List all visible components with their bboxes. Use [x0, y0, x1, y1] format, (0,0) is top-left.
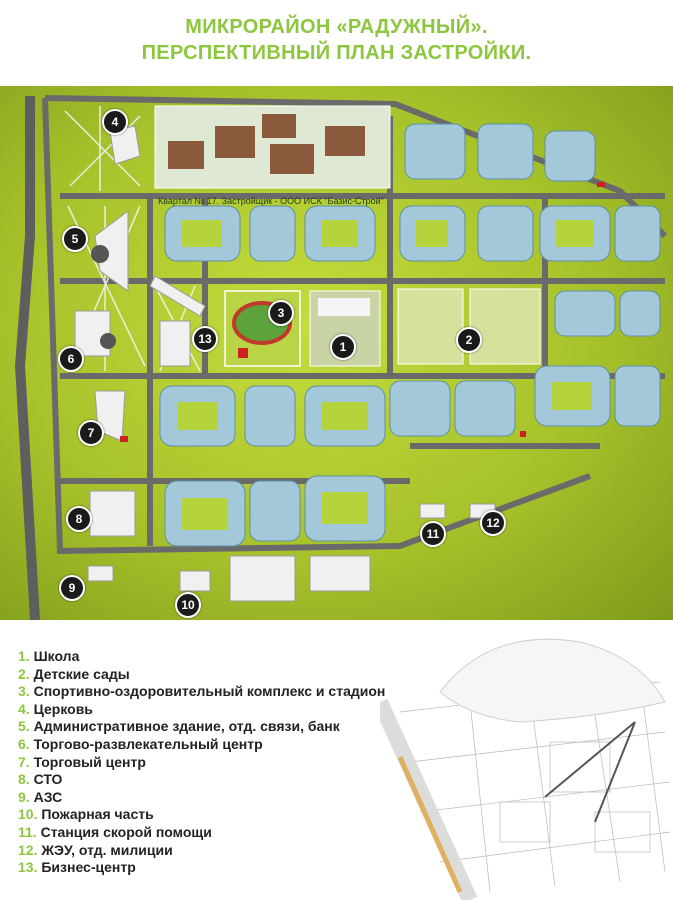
pencil-icon [400, 757, 460, 892]
map-marker-5[interactable]: 5 [62, 226, 88, 252]
map-marker-11[interactable]: 11 [420, 521, 446, 547]
map-marker-1[interactable]: 1 [330, 334, 356, 360]
legend-item: 1. Школа [18, 648, 80, 664]
map-marker-10[interactable]: 10 [175, 592, 201, 618]
map-marker-7[interactable]: 7 [78, 420, 104, 446]
kindergarten-site-2 [470, 289, 540, 364]
legend-item: 11. Станция скорой помощи [18, 823, 212, 840]
map-marker-8[interactable]: 8 [66, 506, 92, 532]
map-marker-6[interactable]: 6 [58, 346, 84, 372]
legend-item: 13. Бизнес-центр [18, 859, 136, 876]
hard-hat-icon [440, 639, 665, 722]
mall-dome [100, 333, 116, 349]
map-marker-13[interactable]: 13 [192, 326, 218, 352]
legend-list [18, 648, 385, 877]
admin-dome [91, 245, 109, 263]
district-plan-map [0, 86, 673, 620]
legend-item: 9. АЗС [18, 788, 63, 805]
title-line-2: ПЕРСПЕКТИВНЫЙ ПЛАН ЗАСТРОЙКИ. [141, 42, 532, 64]
school-building [318, 298, 370, 316]
map-marker-3[interactable]: 3 [268, 300, 294, 326]
map-marker-9[interactable]: 9 [59, 575, 85, 601]
map-marker-2[interactable]: 2 [456, 327, 482, 353]
developer-caption: Квартал № 17. Застройщик - ООО ИСК "Базис-Строй" [158, 196, 384, 206]
title-line-1: МИКРОРАЙОН «РАДУЖНЫЙ». [185, 16, 488, 38]
legend-item: 7. Торговый центр [18, 753, 146, 770]
kindergarten-site-1 [398, 289, 463, 364]
legend-item: 4. Церковь [18, 700, 93, 717]
legend-item: 12. ЖЭУ, отд. милиции [18, 841, 173, 858]
ruler-icon [380, 702, 470, 900]
map-marker-12[interactable]: 12 [480, 510, 506, 536]
main-road [20, 96, 35, 620]
legend-item: 5. Административное здание, отд. связи, банк [18, 718, 340, 735]
legend-item: 3. Спортивно-оздоровительный комплекс и стадион [18, 683, 386, 700]
legend-item: 2. Детские сады [18, 665, 130, 682]
blueprint-helmet-illustration [380, 622, 673, 900]
page-title [0, 14, 673, 66]
legend-item: 8. СТО [18, 771, 63, 788]
legend-item: 10. Пожарная часть [18, 806, 154, 823]
map-marker-4[interactable]: 4 [102, 109, 128, 135]
legend-item: 6. Торгово-развлекательный центр [18, 735, 263, 752]
